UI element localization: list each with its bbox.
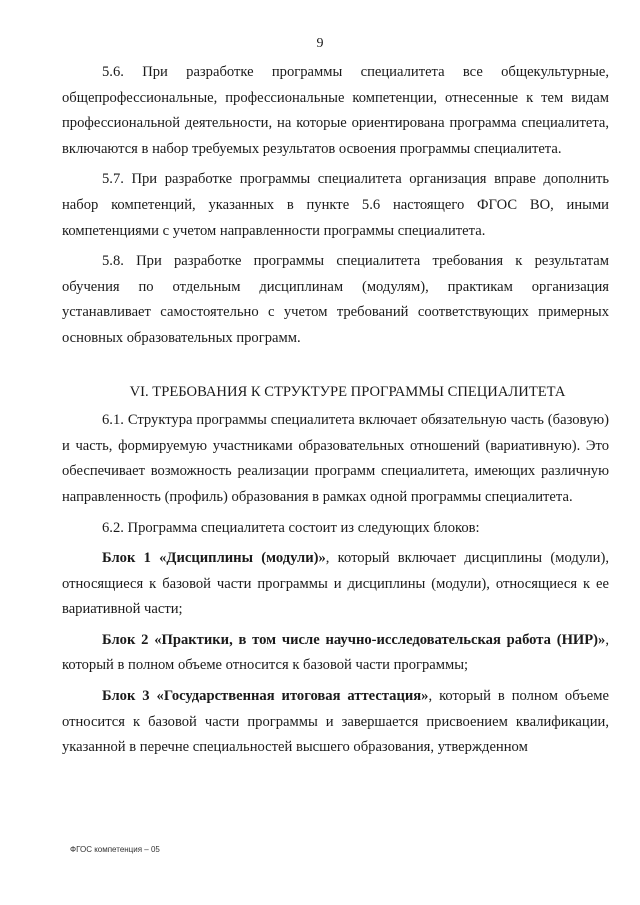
block-2-title: Блок 2 «Практики, в том числе научно-исследовательская работа (НИР)» — [102, 631, 606, 648]
block-3-title: Блок 3 «Государственная итоговая аттестация» — [102, 688, 429, 705]
block-1-paragraph — [62, 546, 609, 623]
block-2-paragraph — [62, 628, 609, 679]
paragraph-5-8: 5.8. При разработке программы специалитета требования к результатам обучения по отдельным дисциплинам (модулям), практикам организация устанавливает самостоятельно с учетом требований соответствующих примерных основных образовательных программ. — [62, 253, 609, 346]
paragraph-5-7: 5.7. При разработке программы специалитета организация вправе дополнить набор компетенций, указанных в пункте 5.6 настоящего ФГОС ВО, иными компетенциями с учетом направленности программы специалитета. — [62, 171, 609, 239]
block-3-paragraph — [62, 684, 609, 761]
block-2-text: , который в полном объеме относится к базовой части программы; — [62, 631, 609, 674]
block-1-title: Блок 1 «Дисциплины (модули)» — [102, 550, 326, 567]
document-body — [62, 60, 609, 761]
paragraph-6-2: 6.2. Программа специалитета состоит из следующих блоков: — [102, 519, 480, 536]
block-1-text: , который включает дисциплины (модули), относящиеся к базовой части программы и дисциплины (модули), относящиеся к ее вариативной части; — [62, 550, 609, 618]
paragraph-6-1: 6.1. Структура программы специалитета включает обязательную часть (базовую) и часть, формируемую участниками образовательных отношений (вариативную). Это обеспечивает возможность реализации программ специалитета, имеющих различную направленность (профиль) образования в рамках одной программы специалитета. — [62, 412, 609, 505]
block-3-text: , который в полном объеме относится к базовой части программы и завершается присвоением квалификации, указанной в перечне специальностей высшего образования, утвержденном — [62, 688, 609, 756]
page-number: 9 — [316, 36, 324, 51]
paragraph-5-6: 5.6. При разработке программы специалитета все общекультурные, общепрофессиональные, профессиональные компетенции, отнесенные к тем видам профессиональной деятельности, на которые ориентирована программа специалитета, включаются в набор требуемых результатов освоения программы специалитета. — [62, 64, 609, 157]
footer-note: ФГОС компетенция – 05 — [70, 845, 160, 854]
section-title: VI. ТРЕБОВАНИЯ К СТРУКТУРЕ ПРОГРАММЫ СПЕЦИАЛИТЕТА — [129, 383, 566, 400]
